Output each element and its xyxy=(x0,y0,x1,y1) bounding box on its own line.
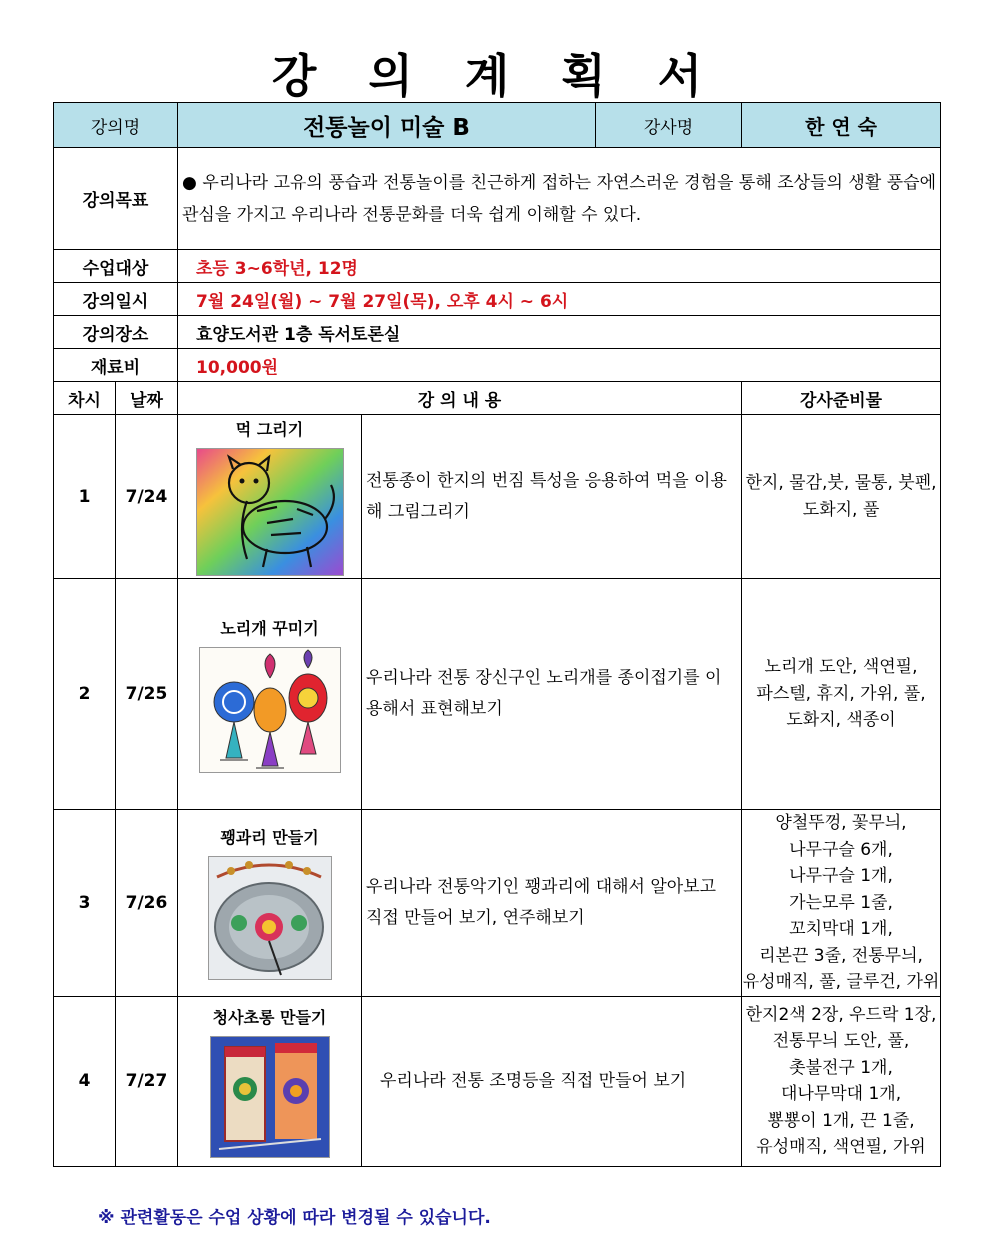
session-row xyxy=(54,996,941,1166)
activity-name: 꽹과리 만들기 xyxy=(220,828,319,848)
session-date: 7/27 xyxy=(116,996,178,1166)
kkwaenggwari-gong-image xyxy=(208,856,332,980)
teacher-label: 강사명 xyxy=(596,103,742,148)
goal-text: ● 우리나라 고유의 풍습과 전통놀이를 친근하게 접하는 자연스러운 경험을 통해 조상들의 생활 풍습에 관심을 가지고 우리나라 전통문화를 더욱 쉽게 이해할 수 있다. xyxy=(178,148,941,250)
activity-name: 청사초롱 만들기 xyxy=(212,1007,327,1027)
page-title: 강 의 계 획 서 xyxy=(271,49,721,103)
session-content: 우리나라 전통 조명등을 직접 만들어 보기 xyxy=(362,996,742,1166)
course-label: 강의명 xyxy=(54,103,178,148)
material-line: 뿅뿅이 1개, 끈 1줄, xyxy=(767,1110,915,1131)
material-line: 도화지, 색종이 xyxy=(786,710,896,731)
material-line: 나무구슬 1개, xyxy=(789,866,893,886)
goal-row xyxy=(54,148,941,250)
activity-cell xyxy=(178,415,362,579)
norigae-ornaments-image xyxy=(199,647,341,773)
activity-cell xyxy=(178,810,362,997)
target-row xyxy=(54,250,941,283)
col-session: 차시 xyxy=(54,382,116,415)
material-line: 꼬치막대 1개, xyxy=(789,919,893,939)
activity-cell xyxy=(178,579,362,810)
session-content: 우리나라 전통 장신구인 노리개를 종이접기를 이용해서 표현해보기 xyxy=(362,579,742,810)
target-value: 초등 3~6학년, 12명 xyxy=(178,250,941,283)
session-number: 3 xyxy=(54,810,116,997)
activity-name: 노리개 꾸미기 xyxy=(220,618,319,638)
material-line: 전통무늬 도안, 풀, xyxy=(772,1031,910,1051)
material-line: 한지2색 2장, 우드락 1장, xyxy=(745,1004,937,1025)
fee-label: 재료비 xyxy=(54,349,178,382)
session-number: 1 xyxy=(54,415,116,579)
session-date: 7/24 xyxy=(116,415,178,579)
material-line: 한지, 물감,붓, 물통, 붓펜, xyxy=(745,473,937,493)
material-line: 노리개 도안, 색연필, xyxy=(764,657,918,678)
session-number: 4 xyxy=(54,996,116,1166)
tiger-ink-painting-image xyxy=(196,448,344,576)
lecture-plan-table xyxy=(53,102,941,1167)
session-date: 7/25 xyxy=(116,579,178,810)
material-line: 나무구슬 6개, xyxy=(789,839,893,860)
goal-label: 강의목표 xyxy=(54,148,178,250)
course-name: 전통놀이 미술 B xyxy=(178,103,596,148)
target-label: 수업대상 xyxy=(54,250,178,283)
place-row xyxy=(54,316,941,349)
session-content: 우리나라 전통악기인 꽹과리에 대해서 알아보고 직접 만들어 보기, 연주해보기 xyxy=(362,810,742,997)
material-line: 대나무막대 1개, xyxy=(780,1084,902,1104)
material-line: 유성매직, 색연필, 가위 xyxy=(756,1137,926,1157)
material-line: 리본끈 3줄, 전통무늬, xyxy=(759,945,923,966)
schedule-label: 강의일시 xyxy=(54,283,178,316)
fee-row xyxy=(54,349,941,382)
activity-name: 먹 그리기 xyxy=(235,420,304,439)
session-row xyxy=(54,579,941,810)
session-materials xyxy=(742,579,941,810)
session-materials xyxy=(742,810,941,997)
session-materials xyxy=(742,996,941,1166)
header-row xyxy=(54,103,941,148)
session-row xyxy=(54,415,941,579)
place-label: 강의장소 xyxy=(54,316,178,349)
session-date: 7/26 xyxy=(116,810,178,997)
cheongsachorong-lanterns-image xyxy=(210,1036,330,1158)
material-line: 촛불전구 1개, xyxy=(789,1057,893,1078)
session-number: 2 xyxy=(54,579,116,810)
material-line: 가는모루 1줄, xyxy=(789,892,893,913)
fee-value: 10,000원 xyxy=(178,349,941,382)
col-date: 날짜 xyxy=(116,382,178,415)
material-line: 파스텔, 휴지, 가위, 풀, xyxy=(756,683,926,704)
activity-cell xyxy=(178,996,362,1166)
session-materials xyxy=(742,415,941,579)
schedule-row xyxy=(54,283,941,316)
col-content: 강 의 내 용 xyxy=(178,382,742,415)
material-line: 도화지, 풀 xyxy=(802,499,880,520)
material-line: 양철뚜껑, 꽃무늬, xyxy=(775,813,907,833)
schedule-value: 7월 24일(월) ~ 7월 27일(목), 오후 4시 ~ 6시 xyxy=(178,283,941,316)
place-value: 효양도서관 1층 독서토론실 xyxy=(178,316,941,349)
teacher-name: 한 연 숙 xyxy=(742,103,941,148)
session-content: 전통종이 한지의 번짐 특성을 응용하여 먹을 이용해 그림그리기 xyxy=(362,415,742,579)
column-header-row xyxy=(54,382,941,415)
session-row xyxy=(54,810,941,997)
col-materials: 강사준비물 xyxy=(742,382,941,415)
footnote: ※ 관련활동은 수업 상황에 따라 변경될 수 있습니다. xyxy=(98,1208,491,1228)
material-line: 유성매직, 풀, 글루건, 가위 xyxy=(742,972,940,992)
